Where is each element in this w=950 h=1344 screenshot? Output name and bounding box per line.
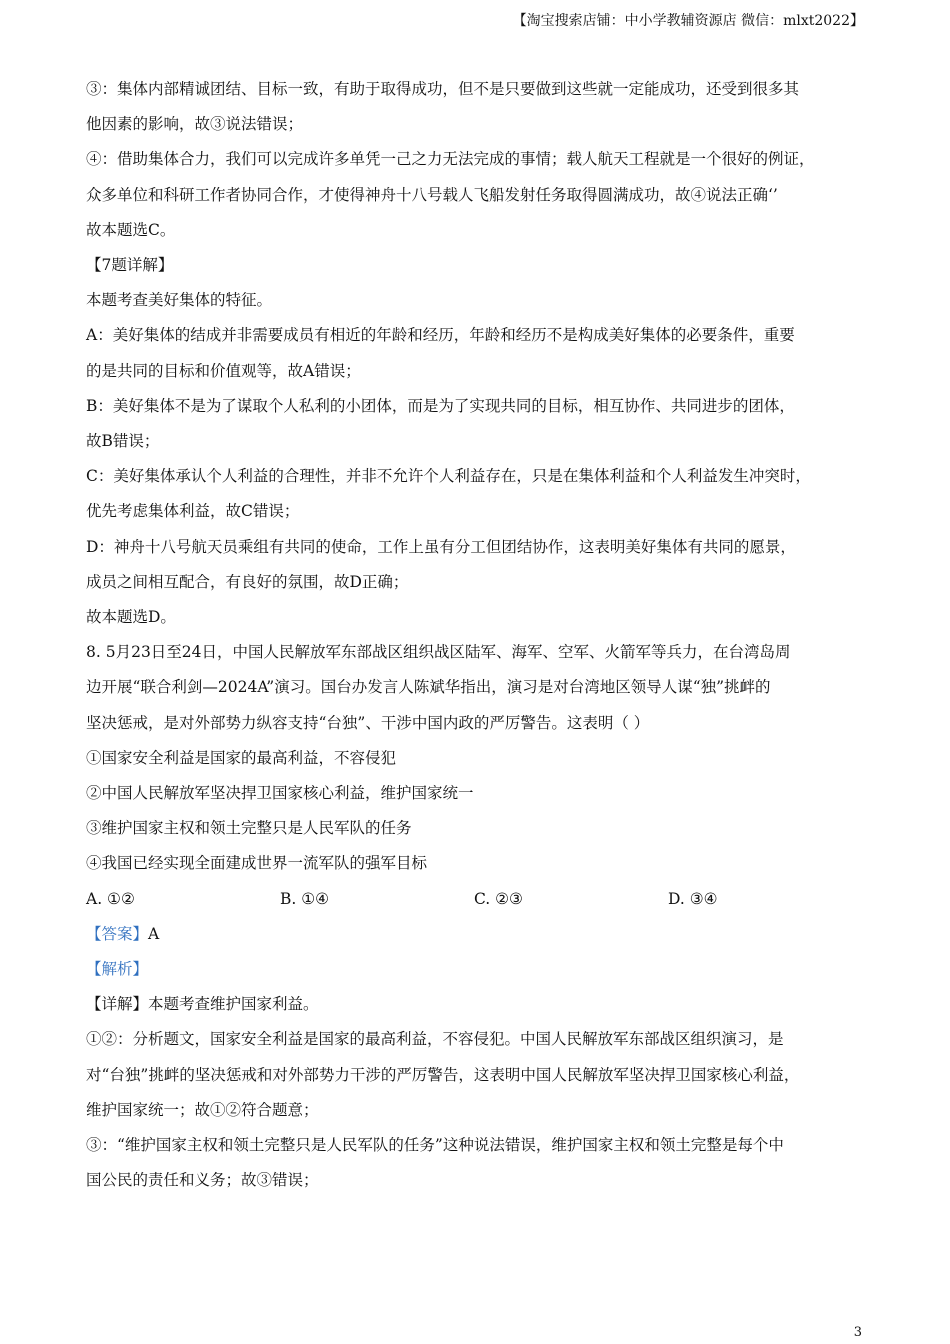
analysis-label: 【解析】 bbox=[86, 960, 149, 979]
text-line: 的是共同的目标和价值观等，故A错误； bbox=[86, 361, 361, 380]
question-stem: 坚决惩戒，是对外部势力纵容支持“台独”、干涉中国内政的严厉警告。这表明（ ） bbox=[86, 713, 650, 732]
text-line: 众多单位和科研工作者协同合作，才使得神舟十八号载人飞船发射任务取得圆满成功，故④说法正确‘’ bbox=[86, 185, 778, 204]
question-stem: 8. 5月23日至24日，中国人民解放军东部战区组织战区陆军、海军、空军、火箭军等兵力，在台湾岛周 bbox=[86, 643, 791, 662]
option-c: C. ②③ bbox=[474, 889, 523, 908]
text-line: C：美好集体承认个人利益的合理性，并非不允许个人利益存在，只是在集体利益和个人利益发生冲突时， bbox=[86, 467, 811, 486]
answer-label: 【答案】 bbox=[86, 924, 149, 943]
detail-line bbox=[86, 987, 866, 1022]
detail-text: 本题考查维护国家利益。 bbox=[148, 995, 319, 1014]
text-line: 维护国家统一；故①②符合题意； bbox=[86, 1100, 319, 1119]
text-line: ①②：分析题文，国家安全利益是国家的最高利益，不容侵犯。中国人民解放军东部战区组织演习，是 bbox=[86, 1030, 784, 1049]
option-d: D. ③④ bbox=[668, 889, 718, 908]
text-line: 对“台独”挑衅的坚决惩戒和对外部势力干涉的严厉警告，这表明中国人民解放军坚决捍卫国家核心利益， bbox=[86, 1065, 800, 1084]
text-line: 成员之间相互配合，有良好的氛围，故D正确； bbox=[86, 572, 409, 591]
answer-line bbox=[86, 917, 866, 952]
text-line: 本题考查美好集体的特征。 bbox=[86, 291, 273, 310]
section-heading: 【7题详解】 bbox=[86, 256, 174, 275]
document-body bbox=[86, 72, 866, 1199]
text-line: 故本题选C。 bbox=[86, 220, 176, 239]
text-line: D：神舟十八号航天员乘组有共同的使命，工作上虽有分工但团结协作，这表明美好集体有共同的愿景， bbox=[86, 537, 796, 556]
option-a: A. ①② bbox=[86, 889, 135, 908]
statement-item: ②中国人民解放军坚决捍卫国家核心利益，维护国家统一 bbox=[86, 784, 474, 803]
statement-item: ③维护国家主权和领土完整只是人民军队的任务 bbox=[86, 819, 412, 838]
text-line: ③：“维护国家主权和领土完整只是人民军队的任务”这种说法错误，维护国家主权和领土完整是每个中 bbox=[86, 1136, 784, 1155]
text-line: 国公民的责任和义务；故③错误； bbox=[86, 1171, 319, 1190]
text-line: A：美好集体的结成并非需要成员有相近的年龄和经历，年龄和经历不是构成美好集体的必要条件，重要 bbox=[86, 326, 795, 345]
text-line: ④：借助集体合力，我们可以完成许多单凭一己之力无法完成的事情；载人航天工程就是一个很好的例证， bbox=[86, 150, 815, 169]
question-stem: 边开展“联合利剑—2024A”演习。国台办发言人陈斌华指出，演习是对台湾地区领导人谋“独”挑衅的 bbox=[86, 678, 771, 697]
text-line: ③：集体内部精诚团结、目标一致，有助于取得成功，但不是只要做到这些就一定能成功，还受到很多其 bbox=[86, 80, 800, 98]
page-number: 3 bbox=[853, 1325, 862, 1340]
text-line: 他因素的影响，故③说法错误； bbox=[86, 115, 304, 134]
text-line: 故本题选D。 bbox=[86, 608, 176, 627]
statement-item: ④我国已经实现全面建成世界一流军队的强军目标 bbox=[86, 854, 428, 873]
answer-value: A bbox=[148, 924, 160, 943]
statement-item: ①国家安全利益是国家的最高利益，不容侵犯 bbox=[86, 748, 397, 767]
answer-options bbox=[86, 882, 866, 917]
option-b: B. ①④ bbox=[280, 889, 330, 908]
text-line: 优先考虑集体利益，故C错误； bbox=[86, 502, 300, 521]
text-line: 故B错误； bbox=[86, 432, 160, 451]
page-header: 【淘宝搜索店铺：中小学教辅资源店 微信：mlxt2022】 bbox=[512, 13, 864, 29]
detail-label: 【详解】 bbox=[86, 995, 149, 1014]
text-line: B：美好集体不是为了谋取个人私利的小团体，而是为了实现共同的目标，相互协作、共同进步的团体， bbox=[86, 396, 795, 415]
